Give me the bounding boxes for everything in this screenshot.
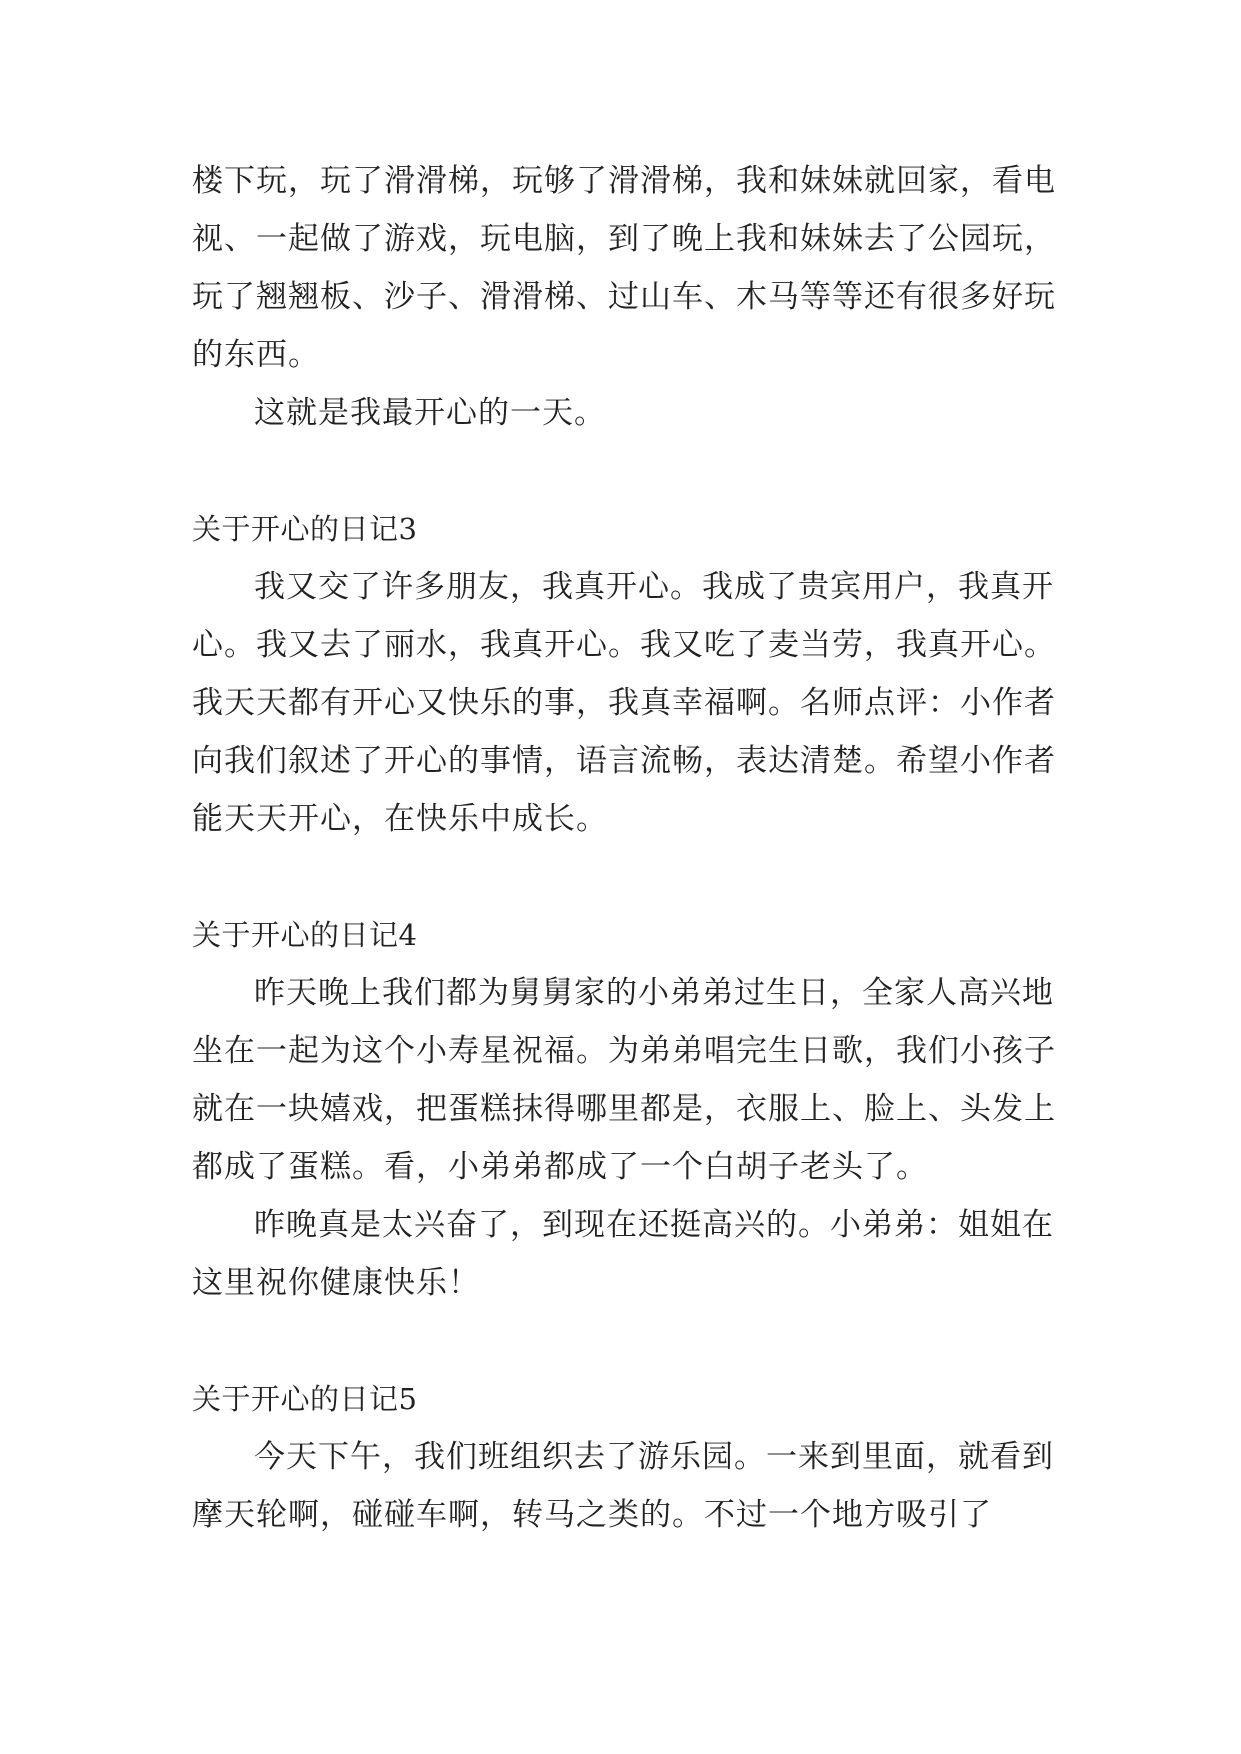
diary-section-4 <box>192 906 1072 1312</box>
diary-section-3 <box>192 500 1072 848</box>
section-heading: 关于开心的日记3 <box>192 512 418 546</box>
section-paragraph: 昨晚真是太兴奋了，到现在还挺高兴的。小弟弟：姐姐在这里祝你健康快乐！ <box>192 1207 1054 1301</box>
section-paragraph: 我又交了许多朋友，我真开心。我成了贵宾用户，我真开心。我又去了丽水，我真开心。我又吃了麦当劳，我真开心。我天天都有开心又快乐的事，我真幸福啊。名师点评：小作者向我们叙述了开心的事情，语言流畅，表达清楚。希望小作者能天天开心，在快乐中成长。 <box>192 569 1056 837</box>
document-page <box>192 152 1072 1544</box>
section-paragraph: 昨天晚上我们都为舅舅家的小弟弟过生日，全家人高兴地坐在一起为这个小寿星祝福。为弟弟唱完生日歌，我们小孩子就在一块嬉戏，把蛋糕抹得哪里都是，衣服上、脸上、头发上都成了蛋糕。看，小弟弟都成了一个白胡子老头了。 <box>192 975 1056 1185</box>
section-heading: 关于开心的日记4 <box>192 918 418 952</box>
section-heading: 关于开心的日记5 <box>192 1382 418 1416</box>
section-paragraph: 今天下午，我们班组织去了游乐园。一来到里面，就看到摩天轮啊，碰碰车啊，转马之类的。不过一个地方吸引了 <box>192 1439 1054 1533</box>
continuation-paragraph: 楼下玩，玩了滑滑梯，玩够了滑滑梯，我和妹妹就回家，看电视、一起做了游戏，玩电脑，到了晚上我和妹妹去了公园玩，玩了翘翘板、沙子、滑滑梯、过山车、木马等等还有很多好玩的东西。 <box>192 163 1056 373</box>
diary-section-5 <box>192 1370 1072 1544</box>
closing-paragraph: 这就是我最开心的一天。 <box>254 395 606 431</box>
